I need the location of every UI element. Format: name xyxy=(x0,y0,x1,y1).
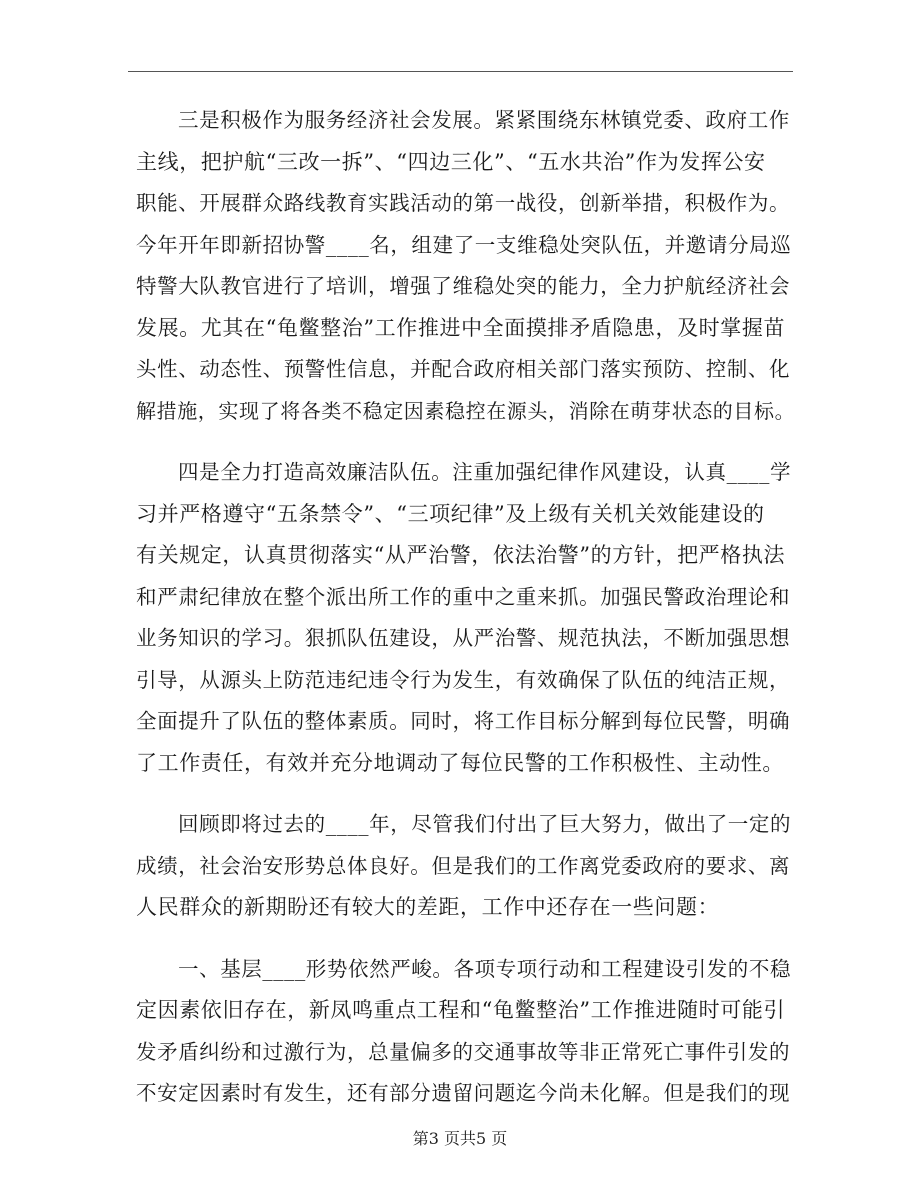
text-line: 成绩，社会治安形势总体良好。但是我们的工作离党委政府的要求、离 xyxy=(136,853,791,878)
paragraph-2 xyxy=(136,452,796,784)
text-line: 回顾即将过去的____年，尽管我们付出了巨大努力，做出了一定的 xyxy=(178,812,792,836)
text-line: 业务知识的学习。狠抓队伍建设，从严治警、规范执法，不断加强思想 xyxy=(136,626,791,650)
text-line: 引导，从源头上防范违纪违令行为发生，有效确保了队伍的纯洁正规， xyxy=(136,667,791,692)
text-line: 有关规定，认真贯彻落实“从严治警，依法治警”的方针，把严格执法 xyxy=(136,543,786,567)
text-line: 一、基层____形势依然严峻。各项专项行动和工程建设引发的不稳 xyxy=(178,956,792,981)
text-line: 习并严格遵守“五条禁令”、“三项纪律”及上级有关机关效能建设的 xyxy=(136,501,765,526)
text-line: 今年开年即新招协警____名，组建了一支维稳处突队伍，并邀请分局巡 xyxy=(136,232,792,257)
paragraph-1 xyxy=(136,100,796,432)
text-line: 了工作责任，有效并充分地调动了每位民警的工作积极性、主动性。 xyxy=(136,750,784,775)
text-line: 职能、开展群众路线教育实践活动的第一战役，创新举措，积极作为。 xyxy=(136,191,791,215)
text-line: 解措施，实现了将各类不稳定因素稳控在源头，消除在萌芽状态的目标。 xyxy=(136,398,796,423)
text-line: 不安定因素时有发生，还有部分遗留问题迄今尚未化解。但是我们的现 xyxy=(136,1081,791,1105)
text-line: 三是积极作为服务经济社会发展。紧紧围绕东林镇党委、政府工作 xyxy=(178,108,790,132)
text-line: 人民群众的新期盼还有较大的差距，工作中还存在一些问题： xyxy=(136,895,720,919)
text-line: 发展。尤其在“龟鳖整治”工作推进中全面摸排矛盾隐患，及时掌握苗 xyxy=(136,315,786,340)
paragraph-3 xyxy=(136,804,796,929)
text-line: 四是全力打造高效廉洁队伍。注重加强纪律作风建设，认真____学 xyxy=(178,460,792,484)
paragraph-4 xyxy=(136,949,796,1115)
text-line: 发矛盾纠纷和过激行为，总量偏多的交通事故等非正常死亡事件引发的 xyxy=(136,1039,791,1064)
page-number: 第3 页共5 页 xyxy=(412,1129,508,1148)
text-line: 特警大队教官进行了培训，增强了维稳处突的能力，全力护航经济社会 xyxy=(136,274,791,298)
text-line: 和严肃纪律放在整个派出所工作的重中之重来抓。加强民警政治理论和 xyxy=(136,584,791,609)
text-line: 全面提升了队伍的整体素质。同时，将工作目标分解到每位民警，明确 xyxy=(136,709,791,733)
text-line: 头性、动态性、预警性信息，并配合政府相关部门落实预防、控制、化 xyxy=(136,357,791,381)
text-line: 主线，把护航“三改一拆”、“四边三化”、“五水共治”作为发挥公安 xyxy=(136,149,766,174)
header-rule xyxy=(128,71,793,72)
text-line: 定因素依旧存在，新凤鸣重点工程和“龟鳖整治”工作推进随时可能引 xyxy=(136,998,786,1022)
document-body xyxy=(136,100,796,1115)
